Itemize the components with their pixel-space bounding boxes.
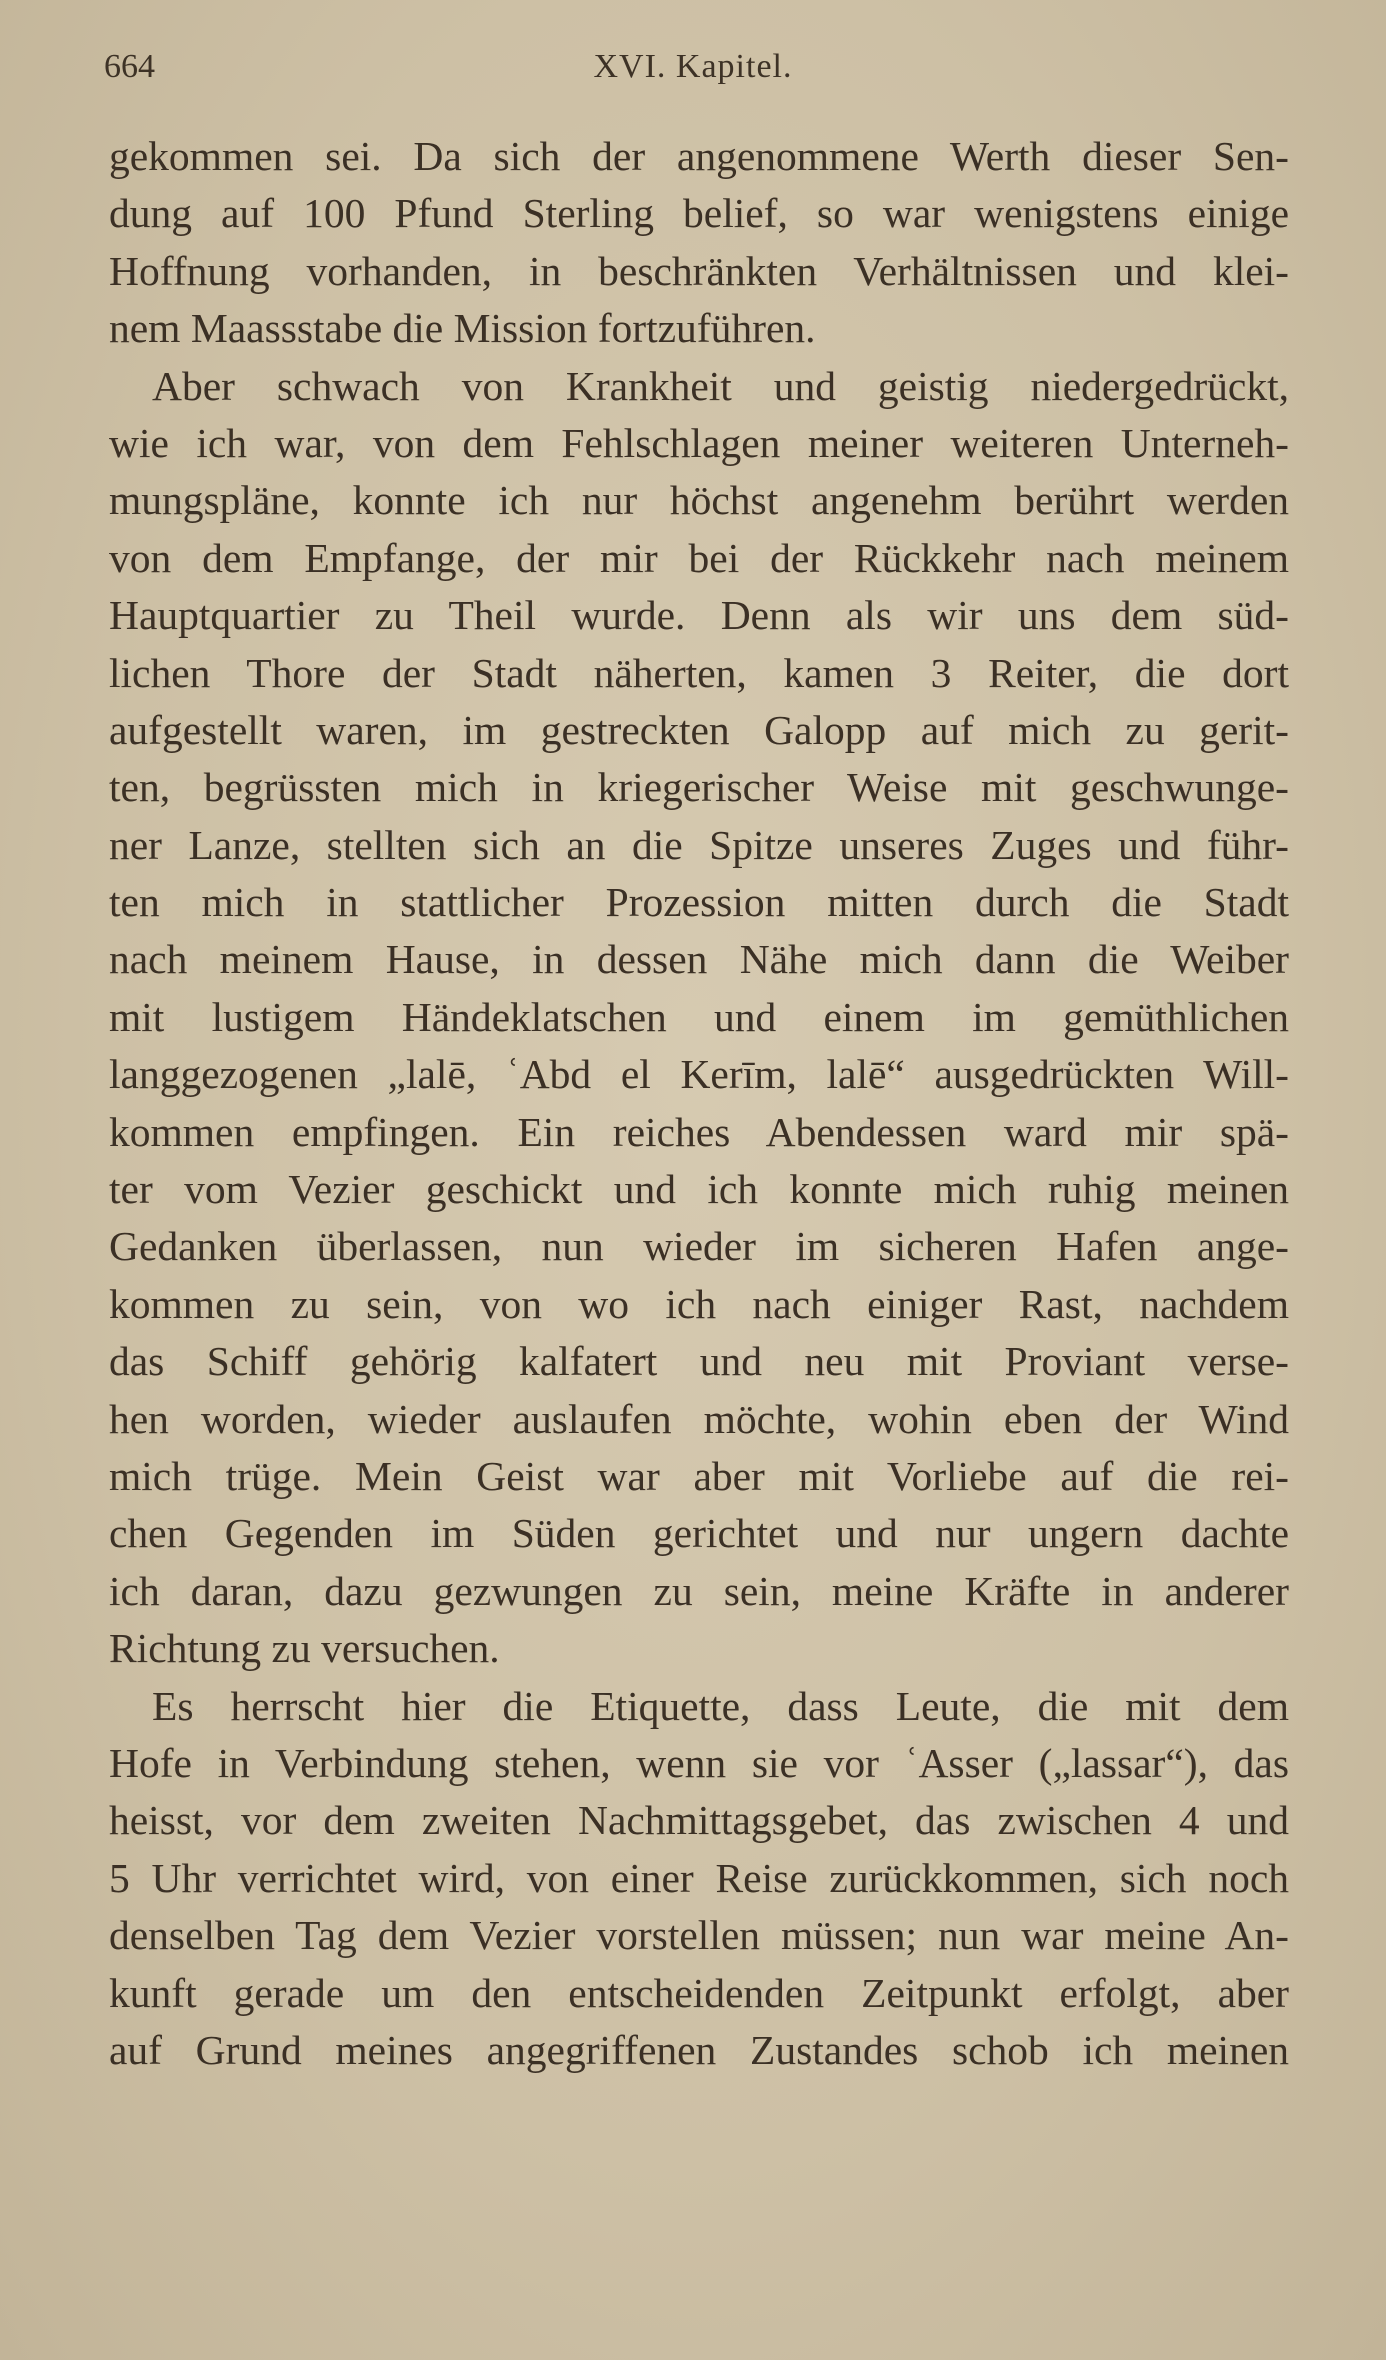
text-line: heisst, vor dem zweiten Nachmittagsgebet, das zwischen 4 und — [109, 1797, 1289, 1844]
text-line: das Schiff gehörig kalfatert und neu mit Proviant verse- — [109, 1338, 1289, 1385]
text-line: nach meinem Hause, in dessen Nähe mich dann die Weiber — [109, 936, 1289, 983]
text-line: von dem Empfange, der mir bei der Rückkehr nach meinem — [109, 534, 1289, 581]
text-line: kunft gerade um den entscheidenden Zeitpunkt erfolgt, aber — [109, 1969, 1289, 2016]
paragraph-first-line: Es herrscht hier die Etiquette, dass Leute, die mit dem — [152, 1682, 1289, 1729]
text-line: mungspläne, konnte ich nur höchst angenehm berührt werden — [109, 477, 1289, 524]
text-line: hen worden, wieder auslaufen möchte, wohin eben der Wind — [109, 1395, 1289, 1442]
text-line: Hoffnung vorhanden, in beschränkten Verhältnissen und klei- — [109, 247, 1289, 294]
text-line: aufgestellt waren, im gestreckten Galopp auf mich zu gerit- — [109, 706, 1289, 753]
text-line: mit lustigem Händeklatschen und einem im gemüthlichen — [109, 993, 1289, 1040]
text-line: Hofe in Verbindung stehen, wenn sie vor ʿAsser („lassar“), das — [109, 1739, 1289, 1786]
text-line: kommen empfingen. Ein reiches Abendessen ward mir spä- — [109, 1108, 1289, 1155]
text-line: Gedanken überlassen, nun wieder im sicheren Hafen ange- — [109, 1223, 1289, 1270]
text-line: mich trüge. Mein Geist war aber mit Vorliebe auf die rei- — [109, 1452, 1289, 1499]
text-line: gekommen sei. Da sich der angenommene Werth dieser Sen- — [109, 133, 1289, 179]
text-line: langgezogenen „lalē, ʿAbd el Kerīm, lalē“ ausgedrückten Will- — [109, 1051, 1289, 1098]
text-line: wie ich war, von dem Fehlschlagen meiner weiteren Unterneh- — [109, 419, 1289, 466]
text-line: Hauptquartier zu Theil wurde. Denn als wir uns dem süd- — [109, 592, 1289, 639]
text-line: lichen Thore der Stadt näherten, kamen 3 Reiter, die dort — [109, 649, 1289, 696]
page-number: 664 — [104, 48, 155, 85]
text-line: ten mich in stattlicher Prozession mitten durch die Stadt — [109, 879, 1289, 926]
text-line: ich daran, dazu gezwungen zu sein, meine Kräfte in anderer — [109, 1567, 1289, 1614]
text-line: ner Lanze, stellten sich an die Spitze unseres Zuges und führ- — [109, 821, 1289, 868]
text-line: denselben Tag dem Vezier vorstellen müssen; nun war meine An- — [109, 1912, 1289, 1959]
text-line: chen Gegenden im Süden gerichtet und nur ungern dachte — [109, 1510, 1289, 1557]
text-line: Richtung zu versuchen. — [109, 1625, 500, 1672]
text-line: nem Maassstabe die Mission fortzuführen. — [109, 305, 816, 352]
text-line: ten, begrüssten mich in kriegerischer Weise mit geschwunge- — [109, 764, 1289, 811]
text-line: ter vom Vezier geschickt und ich konnte mich ruhig meinen — [109, 1166, 1289, 1213]
body-text — [109, 128, 1289, 2079]
text-line: auf Grund meines angegriffenen Zustandes schob ich meinen — [109, 2026, 1289, 2073]
text-line: kommen zu sein, von wo ich nach einiger Rast, nachdem — [109, 1280, 1289, 1327]
running-title: XVI. Kapitel. — [593, 48, 793, 85]
paragraph-first-line: Aber schwach von Krankheit und geistig niedergedrückt, — [152, 362, 1289, 409]
text-line: 5 Uhr verrichtet wird, von einer Reise zurückkommen, sich noch — [109, 1854, 1289, 1901]
text-line: dung auf 100 Pfund Sterling belief, so war wenigstens einige — [109, 190, 1289, 237]
